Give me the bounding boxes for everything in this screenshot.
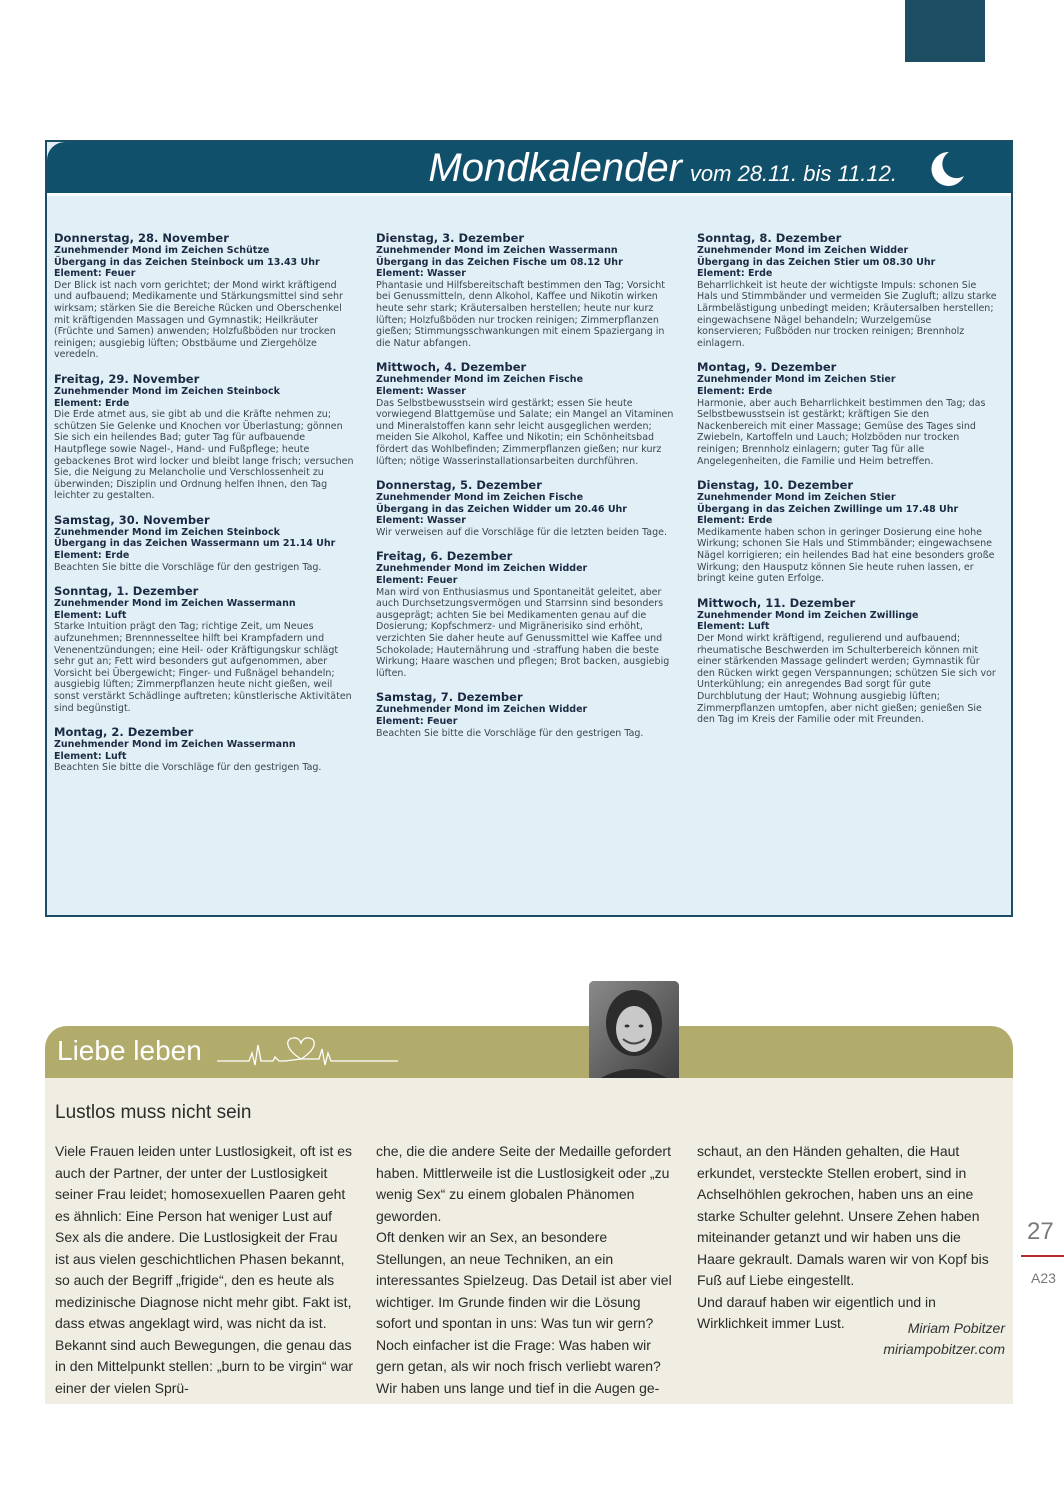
calendar-moon-info: Zunehmender Mond im Zeichen Steinbock [54, 385, 280, 397]
calendar-entry [54, 373, 354, 502]
article-paragraph: che, die die andere Seite der Medaille gefordert haben. Mittlerweile ist die Lustlosigkeit oder „zu wenig Sex“ zu einem globalen Phänomen geworden. [376, 1143, 671, 1224]
mondkalender-heading: Mondkalender [428, 146, 682, 190]
mondkalender-column-3 [697, 232, 997, 738]
mondkalender-title [428, 146, 897, 191]
calendar-moon-info: Zunehmender Mond im Zeichen Wassermann [54, 739, 296, 751]
calendar-advice: Starke Intuition prägt den Tag; richtige Zeit, um Neues aufzunehmen; Brennnesseltee hilft bei Krampfadern und Venenentzündungen; eine Heil- oder Kräftigungskur schlägt sehr gut an; Fett wird besonders gut aufgenommen, aber Vorsicht bei Übergewicht; Finger- und Fußnägel behandeln; ausgiebig lüften; Zimmerpflanzen heute nicht gießen, weil sonst verstärkt Schädlinge auftreten; künstlerische Aktivitäten sind begünstigt. [54, 621, 352, 714]
calendar-advice: Das Selbstbewusstsein wird gestärkt; essen Sie heute vorwiegend Blattgemüse und Salate; ein Mangel an Vitaminen und Mineralstoffen kann sehr leicht ausgeglichen werden; meiden Sie Alkohol, Kaffee und Nikotin; ein Schönheitsbad fördert das Wohlbefinden; Zimmerpflanzen gießen; nur kurz lüften; nötige Wasserinstallationsarbeiten durchführen. [376, 397, 674, 467]
calendar-moon-info: Zunehmender Mond im Zeichen Schütze [54, 245, 270, 256]
calendar-moon-info: Zunehmender Mond im Zeichen Fische [376, 374, 584, 386]
mondkalender-date-range: vom 28.11. bis 11.12. [689, 161, 897, 186]
calendar-moon-info: Übergang in das Zeichen Stier um 08.30 Uhr [697, 256, 936, 268]
moon-icon [927, 149, 967, 189]
calendar-entry [697, 597, 997, 726]
mondkalender-column-2 [376, 232, 676, 751]
calendar-entry [376, 550, 676, 679]
calendar-entry [376, 691, 676, 739]
article-title: Lustlos muss nicht sein [55, 1102, 252, 1123]
calendar-entry [376, 479, 676, 538]
calendar-moon-info: Übergang in das Zeichen Wassermann um 21.14 Uhr [54, 538, 336, 550]
calendar-entry [54, 232, 354, 361]
calendar-day: Mittwoch, 11. Dezember [697, 595, 856, 610]
calendar-moon-info: Zunehmender Mond im Zeichen Wassermann [54, 598, 296, 610]
calendar-advice: Harmonie, aber auch Beharrlichkeit bestimmen den Tag; das Selbstbewusstsein ist gestärkt; kräftigen Sie den Nackenbereich mit einer Massage; Gemüse des Tages sind Zwiebeln, Kartoffeln und Lauch; Holzböden nur trocken reinigen; Brennholz einlagern; guter Tag für alle Angelegenheiten, die Familie und Heim betreffen. [697, 397, 986, 467]
calendar-entry [54, 585, 354, 714]
calendar-day: Dienstag, 3. Dezember [376, 231, 525, 245]
calendar-moon-info: Element: Erde [697, 515, 773, 527]
article-paragraph: Oft denken wir an Sex, an besondere Stellungen, an neue Techniken, an ein interessantes Spielzeug. Das Detail ist aber viel wichtiger. Im Grunde finden wir die Lösung sofort und spontan in uns: Was tun wir gern? Noch einfacher ist die Frage: Was haben wir gern getan, als wir noch frisch verliebt waren? [376, 1229, 672, 1374]
mondkalender-box [45, 140, 1013, 917]
calendar-day: Montag, 2. Dezember [54, 725, 194, 740]
calendar-advice: Phantasie und Hilfsbereitschaft bestimmen den Tag; Vorsicht bei Genussmitteln, denn Alkohol, Kaffee und Nikotin wirken heute sehr stark; Kräutersalben herstellen; heute nur kurz lüften; Holzfußböden nur trocken reinigen; Zimmerpflanzen gießen; Stimmungsschwankungen mit einem Spaziergang in die Natur abfangen. [376, 279, 665, 349]
calendar-entry [54, 514, 354, 573]
calendar-day: Sonntag, 8. Dezember [697, 231, 842, 245]
calendar-moon-info: Element: Wasser [376, 268, 466, 280]
issue-code: A23 [1031, 1270, 1056, 1286]
calendar-moon-info: Zunehmender Mond im Zeichen Steinbock [54, 526, 280, 538]
calendar-moon-info: Element: Feuer [376, 716, 458, 727]
calendar-moon-info: Übergang in das Zeichen Zwillinge um 17.48 Uhr [697, 503, 959, 515]
calendar-moon-info: Übergang in das Zeichen Steinbock um 13.43 Uhr [54, 256, 320, 268]
calendar-moon-info: Zunehmender Mond im Zeichen Wassermann [376, 245, 618, 256]
calendar-moon-info: Element: Wasser [376, 515, 466, 527]
article-column-1 [55, 1141, 355, 1399]
calendar-day: Samstag, 30. November [54, 512, 210, 527]
author-name: Miriam Pobitzer [907, 1320, 1005, 1336]
calendar-day: Samstag, 7. Dezember [376, 690, 523, 705]
calendar-advice: Medikamente haben schon in geringer Dosierung eine hohe Wirkung; schonen Sie Hals und Stimmbänder; eingewachsene Nägel korrigieren; ein heilendes Bad hat eine besonders große Wirkung; den Hausputz können Sie heute ruhen lassen, er bringt keine guten Erfolge. [697, 526, 995, 585]
calendar-day: Mittwoch, 4. Dezember [376, 360, 527, 375]
calendar-moon-info: Element: Luft [697, 621, 770, 633]
calendar-day: Donnerstag, 5. Dezember [376, 478, 542, 493]
page-number: 27 [1027, 1218, 1054, 1245]
calendar-entry [54, 726, 354, 774]
calendar-entry [376, 232, 676, 349]
calendar-moon-info: Element: Erde [697, 268, 773, 280]
calendar-day: Sonntag, 1. Dezember [54, 584, 199, 599]
calendar-entry [697, 479, 997, 585]
calendar-advice: Der Blick ist nach vorn gerichtet; der Mond wirkt kräftigend und aufbauend; Medikamente und Stärkungsmittel sind sehr wirksam; stärken Sie die Bereiche Rücken und Oberschenkel mit kräftigenden Massagen und Gymnastik; Heilkräuter (Früchte und Samen) anwenden; Holzfußböden nur trocken reinigen; ausgiebig lüften; Obstbäume und Ziergehölze veredeln. [54, 279, 343, 361]
calendar-advice: Die Erde atmet aus, sie gibt ab und die Kräfte nehmen zu; schützen Sie Gelenke und Knochen vor Überlastung; gönnen Sie sich ein heilendes Bad; guter Tag für aufbauende Hautpflege sowie Nagel-, Hand- und Fußpflege; heute gebackenes Brot wird locker und bleibt lange frisch; versuchen Sie, die Neigung zu Melancholie und Verschlossenheit zu überwinden; Disziplin und Ordnung helfen Ihnen, den Tag leichter zu gestalten. [54, 409, 354, 502]
mondkalender-column-1 [54, 232, 354, 786]
calendar-entry [697, 361, 997, 467]
calendar-moon-info: Element: Feuer [376, 575, 458, 587]
calendar-moon-info: Element: Luft [54, 609, 127, 621]
article-column-2 [376, 1141, 676, 1399]
article-paragraph: Wir haben uns lange und tief in die Augen ge- [376, 1379, 660, 1396]
calendar-moon-info: Element: Feuer [54, 268, 136, 280]
calendar-moon-info: Zunehmender Mond im Zeichen Zwillinge [697, 609, 919, 621]
corner-tab [905, 0, 985, 62]
author-website: miriampobitzer.com [883, 1341, 1005, 1357]
calendar-moon-info: Zunehmender Mond im Zeichen Fische [376, 492, 584, 504]
mondkalender-header [47, 142, 1011, 196]
article-paragraph: Viele Frauen leiden unter Lustlosigkeit, oft ist es auch der Partner, der unter der Lustlosigkeit seiner Frau leidet; homosexuellen Paaren geht es ähnlich: Eine Person hat weniger Lust auf Sex als die andere. Die Lustlosigkeit der Frau ist aus vielen geschichtlichen Phasen bekannt, so auch der Begriff „frigide“, den es heute als medizinische Diagnose nicht mehr gibt. Fakt ist, dass etwas angeklagt wird, was nicht da ist. Bekannt sind auch Bewegungen, die genau das in den Mittelpunkt stellen: „burn to be virgin“ war einer der vielen Sprü- [55, 1143, 354, 1396]
calendar-moon-info: Zunehmender Mond im Zeichen Widder [697, 245, 909, 256]
page-number-rule [1021, 1255, 1064, 1257]
calendar-day: Dienstag, 10. Dezember [697, 478, 854, 493]
liebe-leben-article [45, 1078, 1013, 1404]
article-paragraph: schaut, an den Händen gehalten, die Haut erkundet, versteckte Stellen erobert, sind in Achselhöhlen gekrochen, haben uns an eine starke Schulter gelehnt. Unsere Zehen haben miteinander getanzt und wir haben uns die Haare gekrault. Damals waren wir von Kopf bis Fuß auf Liebe eingestellt. [697, 1143, 989, 1288]
calendar-moon-info: Element: Erde [697, 385, 773, 397]
calendar-advice: Beachten Sie bitte die Vorschläge für den gestrigen Tag. [54, 762, 322, 774]
calendar-moon-info: Zunehmender Mond im Zeichen Widder [376, 704, 588, 716]
calendar-moon-info: Übergang in das Zeichen Fische um 08.12 Uhr [376, 256, 623, 268]
calendar-moon-info: Zunehmender Mond im Zeichen Stier [697, 374, 896, 386]
calendar-moon-info: Zunehmender Mond im Zeichen Widder [376, 563, 588, 575]
calendar-moon-info: Element: Luft [54, 750, 127, 762]
calendar-moon-info: Element: Wasser [376, 385, 466, 397]
heartbeat-line-icon [215, 1031, 400, 1071]
calendar-moon-info: Element: Erde [54, 397, 130, 409]
calendar-advice: Beachten Sie bitte die Vorschläge für den gestrigen Tag. [54, 561, 322, 573]
calendar-day: Donnerstag, 28. November [54, 231, 229, 245]
calendar-day: Freitag, 29. November [54, 371, 200, 386]
calendar-advice: Der Mond wirkt kräftigend, regulierend und aufbauend; rheumatische Beschwerden im Schulterbereich können mit einer stärkenden Massage gelindert werden; Gymnastik für den Rücken wirkt gegen Verspannungen; schützen Sie sich vor Unterkühlung; ein anregendes Bad sorgt für gute Durchblutung der Haut; Wohnung ausgiebig lüften; Zimmerpflanzen umtopfen, aber nicht gießen; genießen Sie den Tag im Kreis der Familie oder mit Freunden. [697, 633, 996, 726]
calendar-day: Montag, 9. Dezember [697, 360, 837, 375]
section-title: Liebe leben [57, 1035, 202, 1066]
calendar-advice: Beachten Sie bitte die Vorschläge für den gestrigen Tag. [376, 727, 644, 739]
calendar-moon-info: Zunehmender Mond im Zeichen Stier [697, 492, 896, 504]
calendar-moon-info: Übergang in das Zeichen Widder um 20.46 Uhr [376, 503, 627, 515]
calendar-advice: Man wird von Enthusiasmus und Spontaneität geleitet, aber auch Durchsetzungsvermögen und Starrsinn sind besonders ausgeprägt; achten Sie bei Medikamenten genau auf die Dosierung; Kopfschmerz- und Migränerisiko sind erhöht, verzichten Sie daher heute auf Genussmittel wie Kaffee und Schokolade; Hauternährung und -straffung haben die beste Wirkung; Haare waschen und pflegen; Brot backen, ausgiebig lüften. [376, 586, 670, 679]
calendar-advice: Beharrlichkeit ist heute der wichtigste Impuls: schonen Sie Hals und Stimmbänder und vermeiden Sie Zugluft; allzu starke Lärmbelästigung unbedingt meiden; Kräutersalben herstellen; eingewachsene Nägel behandeln; Wurzelgemüse konservieren; Fußböden nur trocken reinigen; Brennholz einlagern. [697, 279, 997, 349]
author-portrait-icon [589, 981, 679, 1079]
calendar-entry [376, 361, 676, 467]
calendar-day: Freitag, 6. Dezember [376, 549, 513, 564]
author-signature [883, 1318, 1005, 1360]
calendar-entry [697, 232, 997, 349]
liebe-leben-header [45, 1026, 1013, 1078]
calendar-moon-info: Element: Erde [54, 550, 130, 562]
article-paragraph: Und darauf haben wir eigentlich und in Wirklichkeit immer Lust. [697, 1293, 936, 1331]
calendar-advice: Wir verweisen auf die Vorschläge für die letzten beiden Tage. [376, 526, 667, 538]
article-column-3 [697, 1141, 997, 1335]
